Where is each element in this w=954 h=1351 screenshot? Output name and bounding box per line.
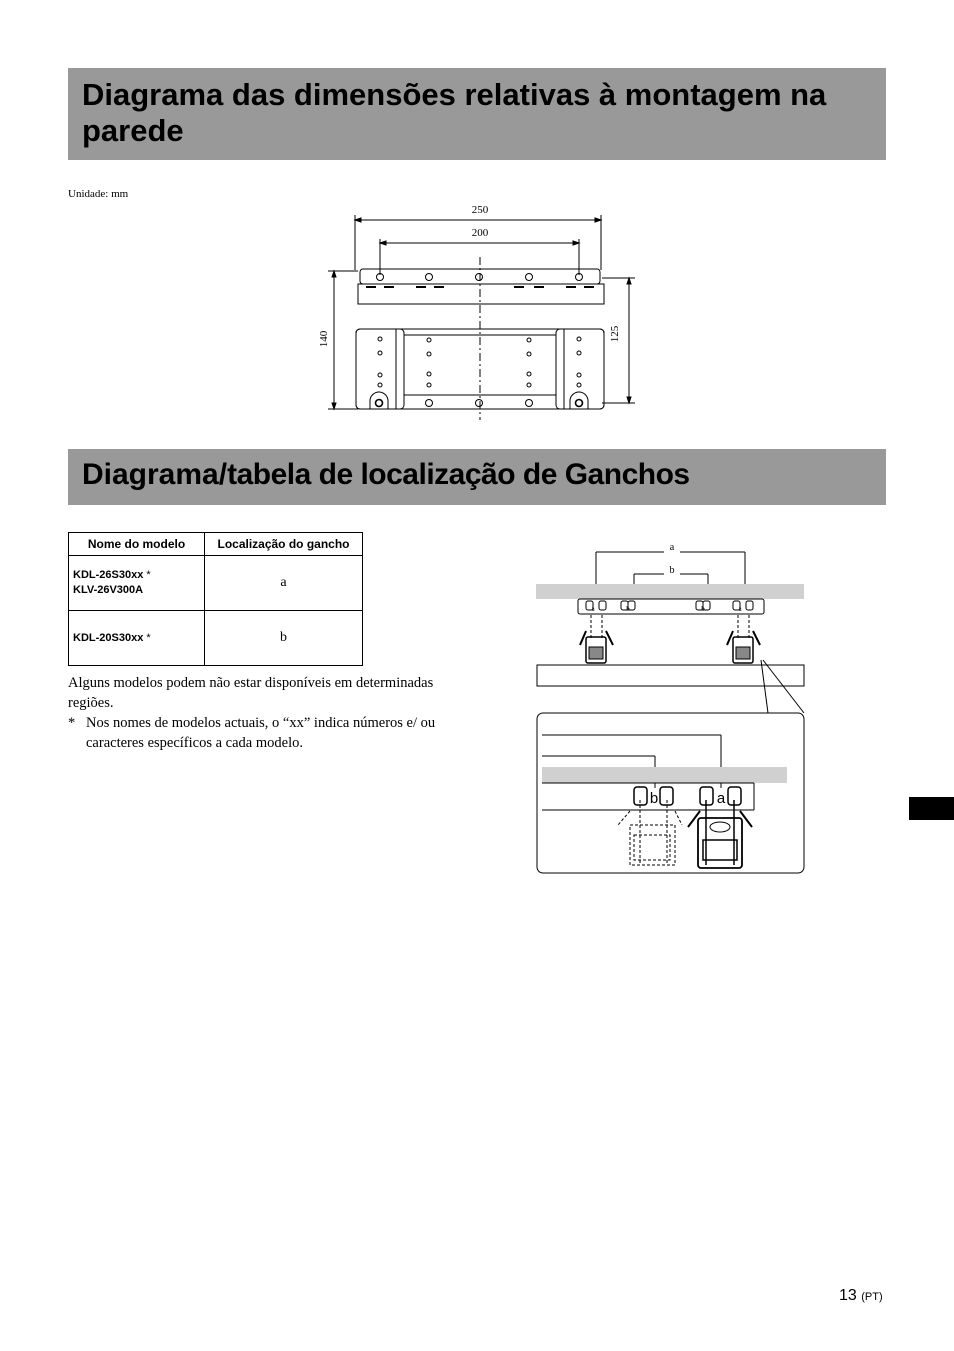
location-cell: a	[205, 556, 363, 611]
section-tab-marker	[909, 797, 954, 820]
page-number	[839, 1287, 883, 1305]
hole-label-a: a	[591, 605, 595, 613]
zoom-label-b: b	[649, 790, 659, 807]
table-header-row	[69, 533, 363, 556]
model-asterisk: *	[146, 569, 151, 581]
model-name: KDL-20S30xx	[73, 631, 144, 644]
model-cell	[69, 611, 205, 666]
dim-200-label: 200	[471, 227, 489, 239]
location-cell: b	[205, 611, 363, 666]
hook-location-diagram	[530, 535, 820, 880]
model-cell	[69, 556, 205, 611]
dim-250-label: 250	[471, 204, 489, 216]
label-b: b	[669, 565, 675, 576]
hole-label-a: a	[738, 605, 742, 613]
hole-label-b: b	[701, 605, 705, 613]
header-model: Nome do modelo	[69, 533, 205, 556]
footnote	[68, 713, 448, 753]
notes	[68, 673, 448, 753]
footnote-text: Nos nomes de modelos actuais, o “xx” indica números e/ ou caracteres específicos a cada modelo.	[86, 715, 436, 751]
title-line-2: parede	[82, 113, 184, 148]
model-name: KLV-26V300A	[73, 584, 144, 596]
footnote-marker: *	[68, 715, 76, 731]
section-title-hook-location	[68, 449, 886, 505]
title-part-b: tabela de localização de Ganchos	[227, 458, 690, 491]
dim-140-label: 140	[318, 330, 330, 348]
wall-mount-dimension-diagram	[300, 195, 660, 430]
model-asterisk: *	[146, 631, 151, 644]
page-language-suffix: (PT)	[861, 1291, 883, 1303]
title-part-a: Diagrama/	[82, 458, 228, 491]
availability-note: Alguns modelos podem não estar disponíveis em determinadas regiões.	[68, 675, 434, 711]
label-a: a	[669, 542, 675, 553]
title-line-1: Diagrama das dimensões relativas à montagem na	[82, 77, 827, 112]
dim-125-label: 125	[609, 325, 621, 343]
table-row	[69, 611, 363, 666]
section-title-wall-mount	[68, 68, 886, 160]
model-name: KDL-26S30xx	[73, 569, 144, 581]
unit-label: Unidade: mm	[68, 188, 129, 200]
hook-location-table	[68, 532, 363, 666]
header-location: Localização do gancho	[205, 533, 363, 556]
hole-label-b: b	[626, 605, 630, 613]
page-number-value: 13	[839, 1287, 857, 1304]
table-row	[69, 556, 363, 611]
zoom-label-a: a	[716, 790, 726, 807]
